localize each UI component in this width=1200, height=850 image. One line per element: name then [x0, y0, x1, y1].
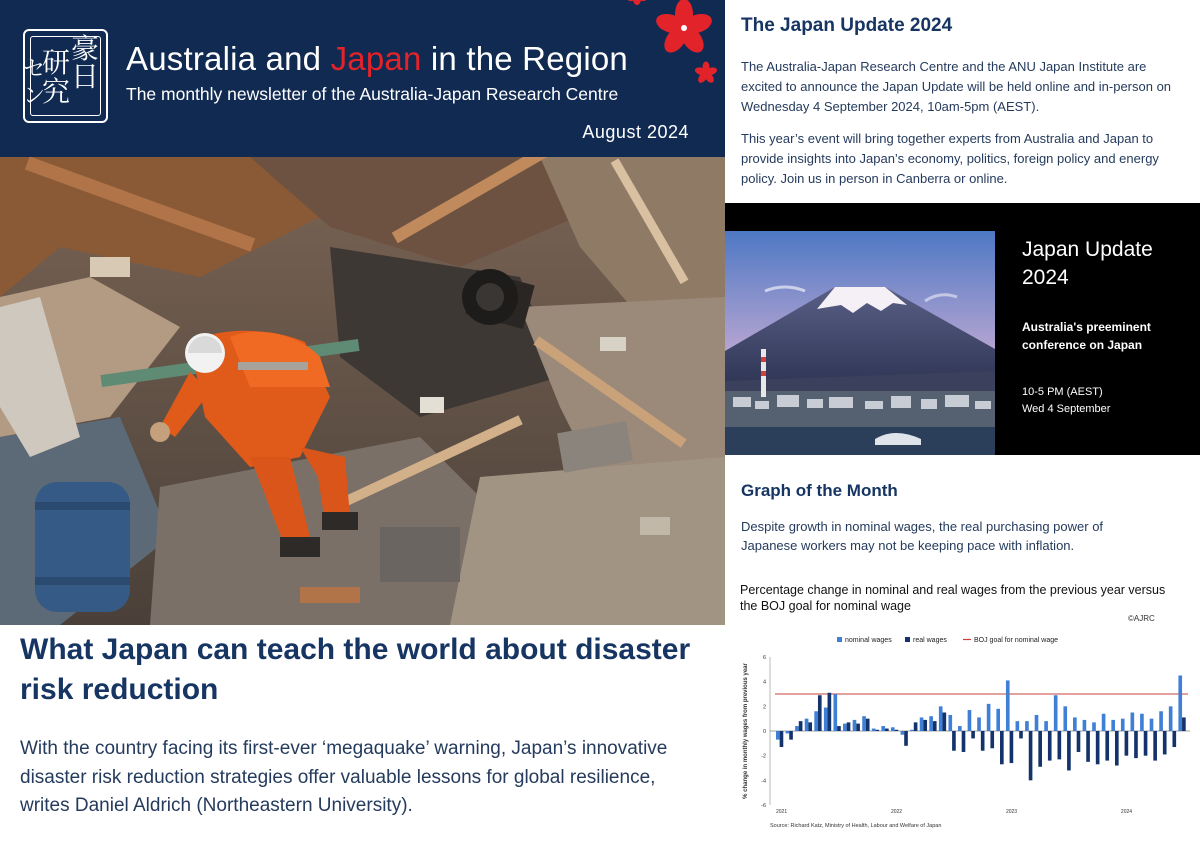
bar-nominal: [948, 715, 952, 731]
promo-time: 10-5 PM (AEST): [1022, 386, 1103, 398]
ajrc-logo: [23, 29, 108, 123]
chart-credit: ©AJRC: [1128, 614, 1155, 623]
bar-real: [1010, 731, 1014, 763]
y-tick-label: -6: [761, 803, 766, 809]
bar-real: [847, 722, 851, 731]
y-tick-label: 2: [762, 704, 766, 711]
x-year-label: 2022: [890, 809, 903, 815]
bar-nominal: [910, 730, 914, 731]
bar-nominal: [786, 731, 790, 733]
bar-nominal: [1092, 722, 1096, 731]
bar-nominal: [1178, 676, 1182, 732]
japan-update-para-2: This year’s event will bring together experts from Australia and Japan to provide insights into Japan’s economy, politics, foreign policy and energy policy. Join us in person in Canberra or online.: [741, 131, 1159, 186]
bar-real: [1163, 731, 1167, 754]
bar-nominal: [881, 726, 885, 731]
issue-date: August 2024: [582, 122, 689, 142]
x-year-label: 2024: [1120, 809, 1133, 815]
bar-nominal: [1111, 720, 1115, 731]
promo-tagline: Australia's preeminent conference on Japan: [1022, 320, 1151, 352]
y-tick-label: 0: [762, 729, 766, 735]
bar-real: [923, 720, 927, 731]
bar-nominal: [872, 729, 876, 731]
bar-real: [1077, 731, 1081, 752]
bar-nominal: [1121, 719, 1125, 731]
bar-real: [1144, 731, 1148, 756]
bar-real: [818, 695, 822, 731]
y-tick-label: -4: [761, 778, 766, 785]
newsletter-subtitle: The monthly newsletter of the Australia-Japan Research Centre: [126, 84, 619, 104]
bar-nominal: [833, 694, 837, 731]
bar-nominal: [1083, 720, 1087, 731]
logo-char: 究: [41, 75, 70, 108]
bar-real: [981, 731, 985, 751]
bar-real: [866, 719, 870, 731]
bar-nominal: [1054, 695, 1058, 731]
bar-nominal: [939, 706, 943, 731]
bar-nominal: [805, 719, 809, 731]
bar-nominal: [1102, 714, 1106, 731]
article-summary: With the country facing its first-ever ‘megaquake’ warning, Japan’s innovative disaster risk reduction strategies offer valuable lessons for global resilience, writes Daniel Aldrich (Northeastern University).: [20, 738, 668, 816]
bar-nominal: [843, 724, 847, 731]
bar-real: [1086, 731, 1090, 762]
y-tick-label: 4: [762, 679, 766, 686]
bar-real: [971, 731, 975, 738]
bar-nominal: [853, 720, 857, 731]
bar-nominal: [929, 716, 933, 731]
bar-nominal: [996, 709, 1000, 731]
bar-nominal: [1131, 713, 1135, 732]
article-headline[interactable]: What Japan can teach the world about disaster risk reduction: [20, 633, 691, 706]
bar-real: [808, 722, 812, 731]
bar-real: [885, 729, 889, 731]
bar-real: [904, 731, 908, 746]
bar-real: [780, 731, 784, 747]
bar-real: [1125, 731, 1129, 756]
bar-nominal: [1169, 706, 1173, 731]
title-part: Australia and: [126, 40, 331, 77]
y-axis-label: % change in monthly wages from previous year: [743, 663, 749, 799]
bar-nominal: [1073, 717, 1077, 731]
wage-change-chart: [725, 625, 1200, 850]
bar-nominal: [1140, 714, 1144, 731]
bar-nominal: [814, 711, 818, 731]
newsletter-banner: [0, 0, 725, 157]
bar-nominal: [824, 708, 828, 731]
bar-real: [1067, 731, 1071, 770]
logo-char: セ: [22, 57, 45, 82]
bar-real: [1182, 717, 1186, 731]
legend-label-goal: BOJ goal for nominal wage: [974, 637, 1059, 644]
sakura-partial-icon: [625, 0, 649, 8]
bar-real: [933, 721, 937, 731]
x-year-label: 2023: [1005, 809, 1018, 815]
bar-nominal: [1150, 719, 1154, 731]
bar-nominal: [977, 717, 981, 731]
bar-nominal: [1025, 721, 1029, 731]
bar-real: [990, 731, 994, 748]
bar-real: [962, 731, 966, 752]
chart-title: Percentage change in nominal and real wages from the previous year versus the BOJ goal for nominal wage: [740, 583, 1166, 613]
bar-real: [914, 722, 918, 731]
logo-char: 研: [41, 46, 70, 79]
bar-real: [1019, 731, 1023, 738]
bar-nominal: [968, 710, 972, 731]
promo-date: Wed 4 September: [1022, 403, 1111, 415]
bar-real: [875, 730, 879, 731]
x-year-label: 2021: [776, 809, 788, 815]
bar-nominal: [795, 726, 799, 731]
bar-nominal: [920, 717, 924, 731]
bar-real: [1115, 731, 1119, 766]
bar-real: [1105, 731, 1109, 761]
logo-char: 豪: [70, 32, 99, 65]
promo-title: Japan Update 2024: [1022, 238, 1153, 289]
legend-label-real: real wages: [913, 637, 947, 644]
bar-real: [1058, 731, 1062, 759]
bar-real: [1153, 731, 1157, 761]
bar-nominal: [1006, 680, 1010, 731]
sakura-small-icon: [693, 60, 719, 86]
bar-real: [952, 731, 956, 751]
bar-real: [789, 731, 793, 740]
japan-update-para-1: The Australia-Japan Research Centre and the ANU Japan Institute are excited to announce the Japan Update will be held online and in-person on Wednesday 4 September 2024, 10am-5pm (AEST).: [741, 59, 1172, 114]
bar-real: [1096, 731, 1100, 764]
bar-real: [828, 693, 832, 731]
y-tick-label: -2: [761, 753, 766, 760]
legend-swatch-nominal: [837, 637, 842, 642]
mount-fuji-image: [725, 231, 995, 455]
sakura-flower-icon: [650, 0, 718, 62]
logo-char: 日: [70, 60, 99, 93]
bar-nominal: [1063, 706, 1067, 731]
bar-nominal: [901, 731, 905, 735]
bar-real: [895, 730, 899, 731]
japan-update-heading: The Japan Update 2024: [741, 15, 953, 36]
bar-nominal: [1159, 711, 1163, 731]
bar-real: [1029, 731, 1033, 780]
bar-nominal: [1016, 721, 1020, 731]
bar-nominal: [1044, 721, 1048, 731]
graph-description: Despite growth in nominal wages, the real purchasing power of Japanese workers may not be keeping pace with inflation.: [741, 519, 1104, 553]
bar-real: [799, 721, 803, 731]
chart-source: Source: Richard Katz, Ministry of Health, Labour and Welfare of Japan: [770, 823, 942, 829]
bar-real: [1000, 731, 1004, 764]
bar-real: [1172, 731, 1176, 747]
title-part: in the Region: [421, 40, 628, 77]
bar-real: [856, 724, 860, 731]
bar-real: [1048, 731, 1052, 761]
bar-nominal: [891, 727, 895, 731]
bar-real: [1038, 731, 1042, 767]
bar-real: [943, 713, 947, 732]
title-accent-japan: Japan: [330, 40, 422, 77]
japan-update-promo-banner[interactable]: [725, 203, 1200, 455]
bar-nominal: [1035, 715, 1039, 731]
bar-nominal: [776, 731, 780, 740]
hero-photo-disaster-rescue[interactable]: [0, 157, 725, 625]
y-tick-label: 6: [762, 655, 766, 661]
bar-real: [837, 726, 841, 731]
bar-nominal: [987, 704, 991, 731]
bar-nominal: [862, 716, 866, 731]
bar-real: [1134, 731, 1138, 758]
bar-nominal: [958, 726, 962, 731]
newsletter-title: [126, 40, 628, 78]
legend-swatch-real: [905, 637, 910, 642]
graph-of-month-heading: Graph of the Month: [741, 481, 898, 500]
logo-char: ン: [22, 84, 45, 109]
legend-label-nominal: nominal wages: [845, 637, 892, 644]
rescue-worker-rubble-image: [0, 157, 725, 625]
